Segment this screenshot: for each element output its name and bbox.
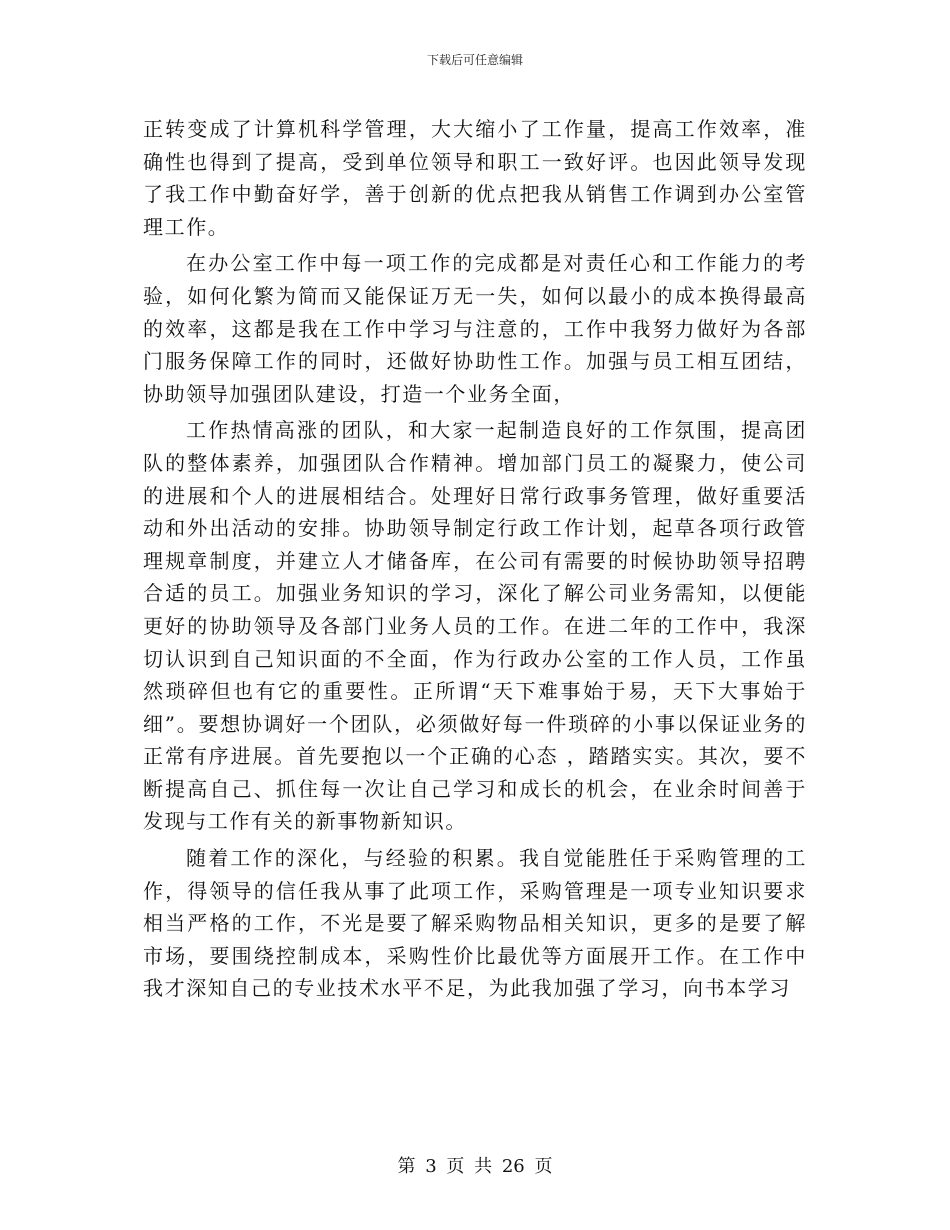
paragraph-4: 随着工作的深化，与经验的积累。我自觉能胜任于采购管理的工作，得领导的信任我从事了此项工作，采购管理是一项专业知识要求相当严格的工作，不光是要了解采购物品相关知识，更多的是要了解市场，要围绕控制成本，采购性价比最优等方面展开工作。在工作中我才深知自己的专业技术水平不足，为此我加强了学习，向书本学习 [143,846,807,1001]
document-body [143,113,807,1005]
paragraph-2: 在办公室工作中每一项工作的完成都是对责任心和工作能力的考验，如何化繁为简而又能保证万无一失，如何以最小的成本换得最高的效率，这都是我在工作中学习与注意的，工作中我努力做好为各部门服务保障工作的同时，还做好协助性工作。加强与员工相互团结，协助领导加强团队建设，打造一个业务全面， [143,251,807,406]
paragraph-1: 正转变成了计算机科学管理，大大缩小了工作量，提高工作效率，准确性也得到了提高，受到单位领导和职工一致好评。也因此领导发现了我工作中勤奋好学，善于创新的优点把我从销售工作调到办公室管理工作。 [143,117,807,239]
page-header: 下载后可任意编辑 [426,53,523,67]
paragraph-3: 工作热情高涨的团队，和大家一起制造良好的工作氛围，提高团队的整体素养，加强团队合作精神。增加部门员工的凝聚力，使公司的进展和个人的进展相结合。处理好日常行政事务管理，做好重要活动和外出活动的安排。协助领导制定行政工作计划，起草各项行政管理规章制度，并建立人才储备库，在公司有需要的时候协助领导招聘合适的员工。加强业务知识的学习，深化了解公司业务需知，以便能更好的协助领导及各部门业务人员的工作。在进二年的工作中，我深切认识到自己知识面的不全面，作为行政办公室的工作人员，工作虽然琐碎但也有它的重要性。正所谓“天下难事始于易，天下大事始于细”。要想协调好一个团队，必须做好每一件琐碎的小事以保证业务的正常有序进展。首先要抱以一个正确的心态 ，踏踏实实。其次，要不断提高自己、抓住每一次让自己学习和成长的机会，在业余时间善于发现与工作有关的新事物新知识。 [143,418,807,834]
page-number-footer: 第 3 页 共 26 页 [397,1156,553,1177]
